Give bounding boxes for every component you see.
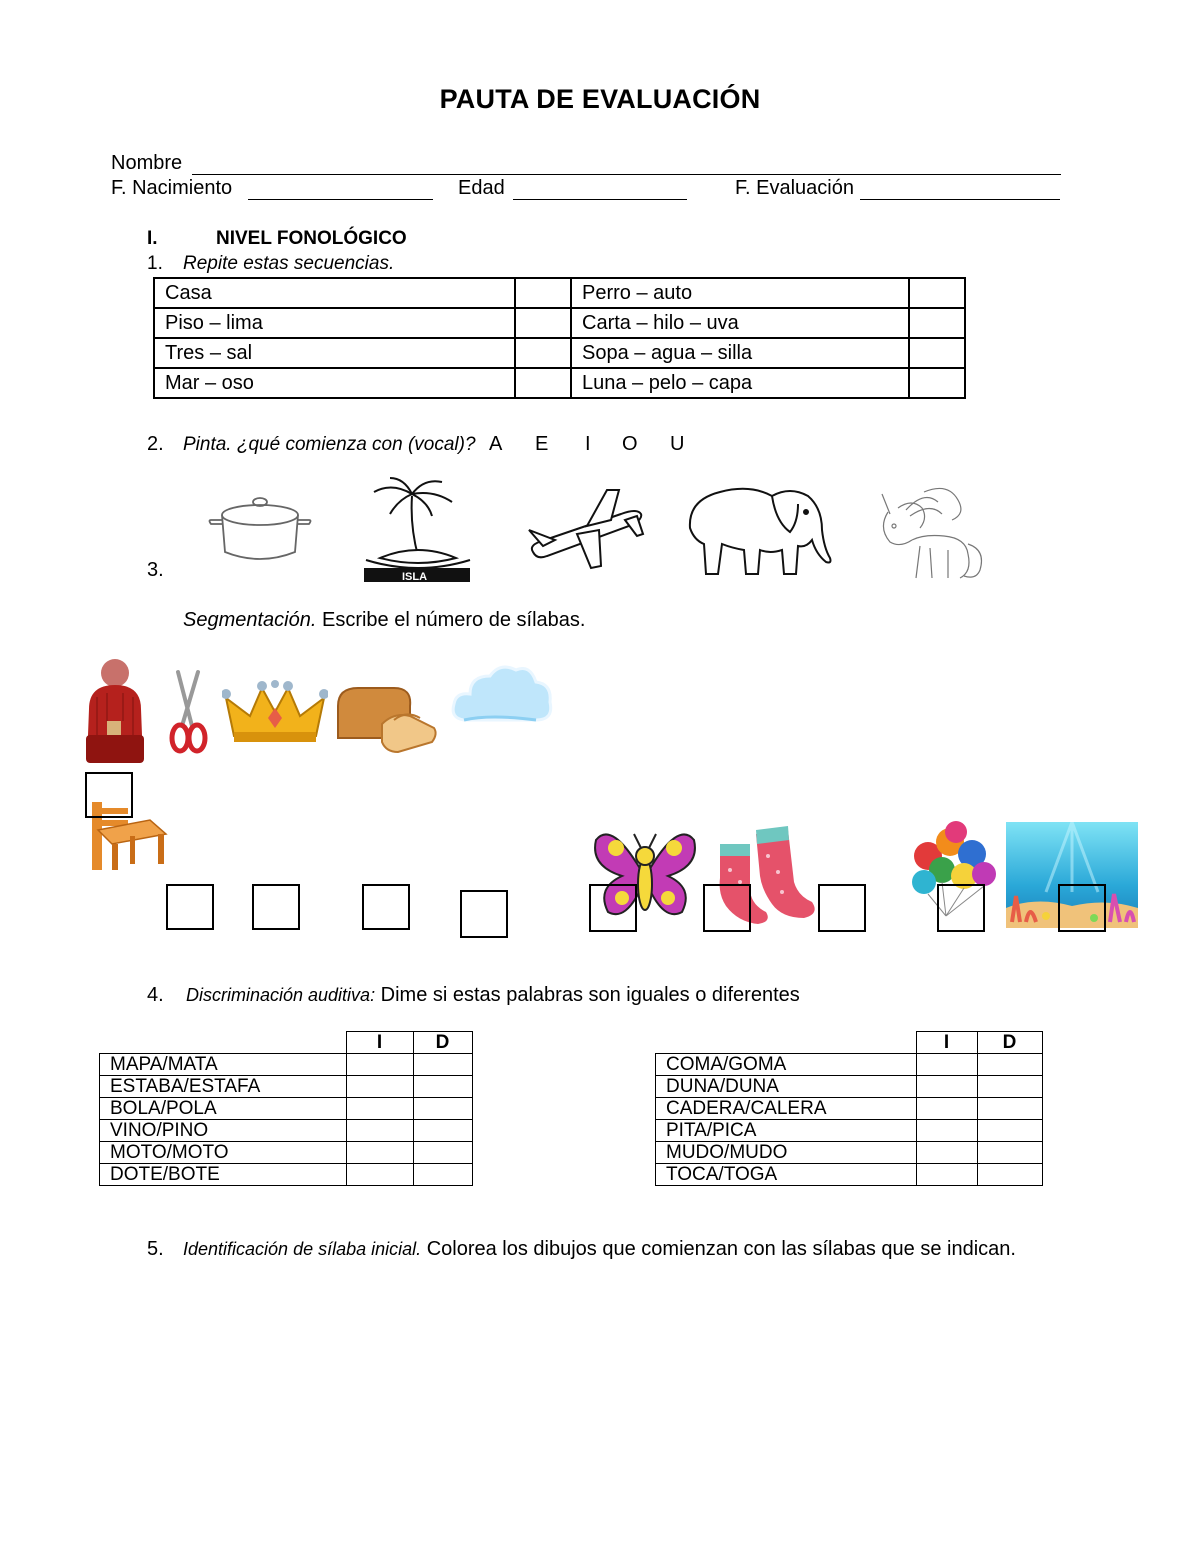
cloud-image[interactable] bbox=[450, 660, 556, 730]
syllable-answer-box[interactable] bbox=[85, 772, 133, 818]
pot-image[interactable] bbox=[205, 490, 315, 570]
answer-i-cell[interactable] bbox=[346, 1164, 413, 1186]
word-pair: VINO/PINO bbox=[100, 1120, 347, 1142]
table-row bbox=[656, 1098, 1043, 1120]
word-pair: MOTO/MOTO bbox=[100, 1142, 347, 1164]
q5-instruction bbox=[183, 1238, 1016, 1261]
elephant-image[interactable] bbox=[680, 478, 835, 580]
section-title: NIVEL FONOLÓGICO bbox=[216, 228, 407, 249]
syllable-answer-box[interactable] bbox=[818, 884, 866, 932]
syllable-answer-box[interactable] bbox=[703, 884, 751, 932]
q1-number: 1. bbox=[147, 253, 163, 274]
section-number: I. bbox=[147, 228, 158, 249]
check-cell[interactable] bbox=[909, 368, 965, 398]
table-row bbox=[100, 1098, 473, 1120]
q1-instruction: Repite estas secuencias. bbox=[183, 253, 395, 274]
vowel-a: A bbox=[489, 433, 503, 455]
sequence-cell: Luna – pelo – capa bbox=[571, 368, 909, 398]
syllable-answer-box[interactable] bbox=[252, 884, 300, 930]
table-row bbox=[100, 1054, 473, 1076]
syllable-answer-box[interactable] bbox=[460, 890, 508, 938]
check-cell[interactable] bbox=[515, 278, 571, 308]
word-pair: DOTE/BOTE bbox=[100, 1164, 347, 1186]
check-cell[interactable] bbox=[909, 278, 965, 308]
answer-i-cell[interactable] bbox=[916, 1164, 977, 1186]
crown-image[interactable] bbox=[222, 680, 328, 746]
table-row bbox=[656, 1164, 1043, 1186]
word-pair: PITA/PICA bbox=[656, 1120, 917, 1142]
check-cell[interactable] bbox=[909, 308, 965, 338]
evaluacion-field[interactable] bbox=[860, 199, 1060, 200]
table-row bbox=[100, 1120, 473, 1142]
header-diferentes: D bbox=[413, 1032, 472, 1054]
evaluacion-label: F. Evaluación bbox=[735, 177, 854, 199]
answer-i-cell[interactable] bbox=[916, 1076, 977, 1098]
answer-d-cell[interactable] bbox=[413, 1120, 472, 1142]
answer-i-cell[interactable] bbox=[346, 1054, 413, 1076]
header-iguales: I bbox=[346, 1032, 413, 1054]
answer-d-cell[interactable] bbox=[413, 1076, 472, 1098]
q5-text: Colorea los dibujos que comienzan con las sílabas que se indican. bbox=[426, 1238, 1016, 1260]
q4-number: 4. bbox=[147, 984, 164, 1006]
sequence-cell: Mar – oso bbox=[154, 368, 515, 398]
answer-d-cell[interactable] bbox=[977, 1076, 1042, 1098]
table-row bbox=[656, 1142, 1043, 1164]
answer-i-cell[interactable] bbox=[916, 1098, 977, 1120]
table-row bbox=[656, 1120, 1043, 1142]
vowel-u: U bbox=[670, 433, 685, 455]
word-pair: ESTABA/ESTAFA bbox=[100, 1076, 347, 1098]
sequence-cell: Carta – hilo – uva bbox=[571, 308, 909, 338]
repeat-sequences-table bbox=[153, 277, 966, 399]
answer-d-cell[interactable] bbox=[977, 1164, 1042, 1186]
nombre-field[interactable] bbox=[192, 174, 1061, 175]
answer-i-cell[interactable] bbox=[346, 1098, 413, 1120]
word-pair: MUDO/MUDO bbox=[656, 1142, 917, 1164]
answer-d-cell[interactable] bbox=[977, 1142, 1042, 1164]
nacimiento-label: F. Nacimiento bbox=[111, 177, 233, 199]
table-row bbox=[656, 1076, 1043, 1098]
word-pair: CADERA/CALERA bbox=[656, 1098, 917, 1120]
answer-i-cell[interactable] bbox=[916, 1142, 977, 1164]
table-row bbox=[656, 1054, 1043, 1076]
answer-d-cell[interactable] bbox=[413, 1054, 472, 1076]
answer-i-cell[interactable] bbox=[346, 1142, 413, 1164]
table-row bbox=[154, 368, 965, 398]
answer-d-cell[interactable] bbox=[413, 1142, 472, 1164]
q3-text: Escribe el número de sílabas. bbox=[321, 609, 586, 631]
word-pair: COMA/GOMA bbox=[656, 1054, 917, 1076]
word-pair: TOCA/TOGA bbox=[656, 1164, 917, 1186]
table-row bbox=[100, 1142, 473, 1164]
q5-label: Identificación de sílaba inicial. bbox=[183, 1239, 422, 1259]
word-pair: DUNA/DUNA bbox=[656, 1076, 917, 1098]
sequence-cell: Perro – auto bbox=[571, 278, 909, 308]
syllable-answer-box[interactable] bbox=[166, 884, 214, 930]
island-image[interactable] bbox=[362, 476, 474, 584]
page-title: PAUTA DE EVALUACIÓN bbox=[439, 84, 761, 114]
sequence-cell: Piso – lima bbox=[154, 308, 515, 338]
header-iguales: I bbox=[916, 1032, 977, 1054]
q3-label: Segmentación. bbox=[183, 609, 317, 631]
answer-i-cell[interactable] bbox=[916, 1120, 977, 1142]
edad-label: Edad bbox=[458, 177, 505, 199]
sequence-cell: Tres – sal bbox=[154, 338, 515, 368]
table-header-row bbox=[100, 1032, 473, 1054]
q4-text: Dime si estas palabras son iguales o diferentes bbox=[380, 984, 800, 1006]
q4-label: Discriminación auditiva: bbox=[186, 985, 376, 1005]
answer-d-cell[interactable] bbox=[977, 1098, 1042, 1120]
table-header-row bbox=[656, 1032, 1043, 1054]
vowel-i: I bbox=[585, 433, 591, 455]
q2-instruction: Pinta. ¿qué comienza con (vocal)? bbox=[183, 434, 476, 455]
scissors-image[interactable] bbox=[168, 668, 208, 756]
sequence-cell: Sopa – agua – silla bbox=[571, 338, 909, 368]
table-row bbox=[154, 278, 965, 308]
hat-image[interactable] bbox=[83, 657, 145, 767]
vowel-o: O bbox=[622, 433, 638, 455]
nombre-label: Nombre bbox=[111, 152, 183, 174]
table-row bbox=[100, 1164, 473, 1186]
answer-d-cell[interactable] bbox=[413, 1164, 472, 1186]
word-pair: BOLA/POLA bbox=[100, 1098, 347, 1120]
check-cell[interactable] bbox=[515, 338, 571, 368]
airplane-image[interactable] bbox=[525, 484, 647, 574]
sequence-cell: Casa bbox=[154, 278, 515, 308]
q5-number: 5. bbox=[147, 1238, 164, 1260]
island-caption: ISLA bbox=[402, 571, 428, 583]
blank-header bbox=[656, 1032, 917, 1054]
discrimination-table-left bbox=[99, 1031, 473, 1186]
table-row bbox=[100, 1076, 473, 1098]
q4-instruction bbox=[186, 984, 800, 1007]
nacimiento-field[interactable] bbox=[248, 199, 433, 200]
unicorn-image[interactable] bbox=[868, 484, 988, 582]
bread-image[interactable] bbox=[334, 684, 440, 754]
edad-field[interactable] bbox=[513, 199, 687, 200]
syllable-answer-box[interactable] bbox=[589, 884, 637, 932]
syllable-answer-box[interactable] bbox=[362, 884, 410, 930]
answer-d-cell[interactable] bbox=[977, 1054, 1042, 1076]
answer-i-cell[interactable] bbox=[346, 1076, 413, 1098]
blank-header bbox=[100, 1032, 347, 1054]
q2-number: 2. bbox=[147, 433, 164, 455]
syllable-answer-box[interactable] bbox=[1058, 884, 1106, 932]
word-pair: MAPA/MATA bbox=[100, 1054, 347, 1076]
table-row bbox=[154, 338, 965, 368]
header-diferentes: D bbox=[977, 1032, 1042, 1054]
answer-d-cell[interactable] bbox=[413, 1098, 472, 1120]
answer-i-cell[interactable] bbox=[916, 1054, 977, 1076]
discrimination-table-right bbox=[655, 1031, 1043, 1186]
table-row bbox=[154, 308, 965, 338]
q3-number: 3. bbox=[147, 559, 164, 581]
check-cell[interactable] bbox=[515, 308, 571, 338]
answer-i-cell[interactable] bbox=[346, 1120, 413, 1142]
q3-instruction bbox=[183, 609, 585, 632]
syllable-answer-box[interactable] bbox=[937, 884, 985, 932]
check-cell[interactable] bbox=[909, 338, 965, 368]
vowel-e: E bbox=[535, 433, 549, 455]
check-cell[interactable] bbox=[515, 368, 571, 398]
answer-d-cell[interactable] bbox=[977, 1120, 1042, 1142]
